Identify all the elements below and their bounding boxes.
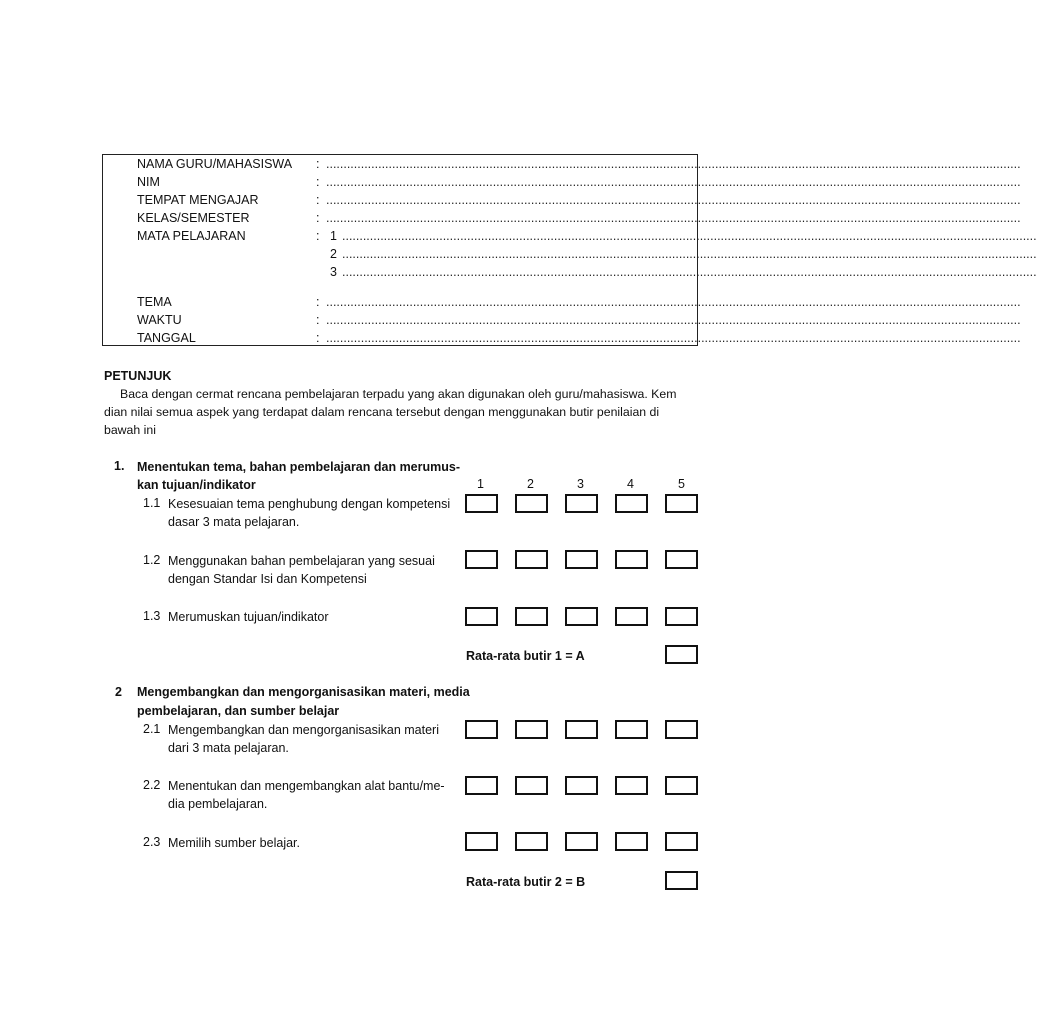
colon: :: [316, 331, 320, 345]
section-2-number: 2: [115, 685, 122, 699]
section-2-title-line-2: pembelajaran, dan sumber belajar: [137, 704, 340, 718]
rating-box-5[interactable]: [665, 494, 698, 513]
rating-box-3[interactable]: [565, 832, 598, 851]
fill-line-tanggal[interactable]: ........................................................................................................................................................................................................: [326, 331, 1021, 345]
rating-box-2[interactable]: [515, 550, 548, 569]
label-kelas-semester: KELAS/SEMESTER: [137, 211, 250, 225]
item-number: 2.3: [143, 835, 161, 849]
label-nama: NAMA GURU/MAHASISWA: [137, 157, 293, 171]
rating-box-3[interactable]: [565, 494, 598, 513]
item-text: Kesesuaian tema penghubung dengan kompetensi dasar 3 mata pelajaran.: [168, 497, 451, 529]
colon: :: [316, 175, 320, 189]
label-tempat-mengajar: TEMPAT MENGAJAR: [137, 193, 259, 207]
rating-box-4[interactable]: [615, 720, 648, 739]
fill-line-subject-3[interactable]: ........................................................................................................................................................................................................: [342, 265, 1037, 279]
item-number: 1.1: [143, 496, 161, 510]
label-nim: NIM: [137, 175, 160, 189]
rating-box-1[interactable]: [465, 550, 498, 569]
fill-line-kelas-semester[interactable]: ........................................................................................................................................................................................................: [326, 211, 1021, 225]
label-mata-pelajaran: MATA PELAJARAN: [137, 229, 246, 243]
subject-number-2: 2: [330, 247, 337, 261]
colon: :: [316, 211, 320, 225]
rating-box-3[interactable]: [565, 550, 598, 569]
petunjuk-line-1: Baca dengan cermat rencana pembelajaran terpadu yang akan digunakan oleh guru/mahasiswa. Kem: [120, 387, 677, 401]
rating-box-1[interactable]: [465, 720, 498, 739]
item-text: Menggunakan bahan pembelajaran yang sesuai dengan Standar Isi dan Kompetensi: [168, 554, 435, 586]
item-number: 2.1: [143, 722, 161, 736]
rating-box-3[interactable]: [565, 607, 598, 626]
average-box-a[interactable]: [665, 645, 698, 664]
average-label-a: Rata-rata butir 1 = A: [466, 649, 585, 663]
rating-box-2[interactable]: [515, 832, 548, 851]
section-1-title-line-1: Menentukan tema, bahan pembelajaran dan merumus-: [137, 460, 460, 474]
scale-label-1: 1: [477, 477, 484, 491]
rating-box-2[interactable]: [515, 494, 548, 513]
rating-box-3[interactable]: [565, 720, 598, 739]
average-label-b: Rata-rata butir 2 = B: [466, 875, 586, 889]
petunjuk-title: PETUNJUK: [104, 369, 172, 383]
item-text: Merumuskan tujuan/indikator: [168, 610, 329, 624]
fill-line-nama[interactable]: ........................................................................................................................................................................................................: [326, 157, 1021, 171]
rating-box-5[interactable]: [665, 607, 698, 626]
label-tanggal: TANGGAL: [137, 331, 196, 345]
rating-box-5[interactable]: [665, 832, 698, 851]
section-2-title-line-1: Mengembangkan dan mengorganisasikan materi, media: [137, 685, 470, 699]
item-text: Memilih sumber belajar.: [168, 836, 300, 850]
rating-box-1[interactable]: [465, 832, 498, 851]
rating-box-4[interactable]: [615, 607, 648, 626]
petunjuk-line-2: dian nilai semua aspek yang terdapat dalam rencana tersebut dengan menggunakan butir penilaian di: [104, 405, 660, 419]
rating-box-5[interactable]: [665, 776, 698, 795]
scale-label-4: 4: [627, 477, 634, 491]
rating-box-4[interactable]: [615, 832, 648, 851]
colon: :: [316, 193, 320, 207]
rating-box-2[interactable]: [515, 607, 548, 626]
rating-box-5[interactable]: [665, 550, 698, 569]
label-tema: TEMA: [137, 295, 172, 309]
fill-line-nim[interactable]: ........................................................................................................................................................................................................: [326, 175, 1021, 189]
label-waktu: WAKTU: [137, 313, 182, 327]
rating-box-4[interactable]: [615, 776, 648, 795]
item-number: 1.3: [143, 609, 161, 623]
scale-label-5: 5: [678, 477, 685, 491]
item-number: 1.2: [143, 553, 161, 567]
colon: :: [316, 313, 320, 327]
rating-box-4[interactable]: [615, 494, 648, 513]
rating-box-3[interactable]: [565, 776, 598, 795]
rating-box-2[interactable]: [515, 776, 548, 795]
item-number: 2.2: [143, 778, 161, 792]
scale-label-3: 3: [577, 477, 584, 491]
petunjuk-line-3: bawah ini: [104, 423, 156, 437]
fill-line-tema[interactable]: ........................................................................................................................................................................................................: [326, 295, 1021, 309]
fill-line-waktu[interactable]: ........................................................................................................................................................................................................: [326, 313, 1021, 327]
fill-line-subject-1[interactable]: ........................................................................................................................................................................................................: [342, 229, 1037, 243]
item-text: Mengembangkan dan mengorganisasikan materi dari 3 mata pelajaran.: [168, 723, 439, 755]
section-1-title-line-2: kan tujuan/indikator: [137, 478, 256, 492]
colon: :: [316, 229, 320, 243]
rating-box-1[interactable]: [465, 607, 498, 626]
rating-box-5[interactable]: [665, 720, 698, 739]
rating-box-4[interactable]: [615, 550, 648, 569]
section-1-number: 1.: [114, 459, 125, 473]
fill-line-tempat-mengajar[interactable]: ........................................................................................................................................................................................................: [326, 193, 1021, 207]
subject-number-3: 3: [330, 265, 337, 279]
rating-box-1[interactable]: [465, 776, 498, 795]
colon: :: [316, 295, 320, 309]
average-box-b[interactable]: [665, 871, 698, 890]
item-text: Menentukan dan mengembangkan alat bantu/me-dia pembelajaran.: [168, 779, 445, 811]
scale-label-2: 2: [527, 477, 534, 491]
fill-line-subject-2[interactable]: ........................................................................................................................................................................................................: [342, 247, 1037, 261]
subject-number-1: 1: [330, 229, 337, 243]
rating-box-1[interactable]: [465, 494, 498, 513]
colon: :: [316, 157, 320, 171]
rating-box-2[interactable]: [515, 720, 548, 739]
